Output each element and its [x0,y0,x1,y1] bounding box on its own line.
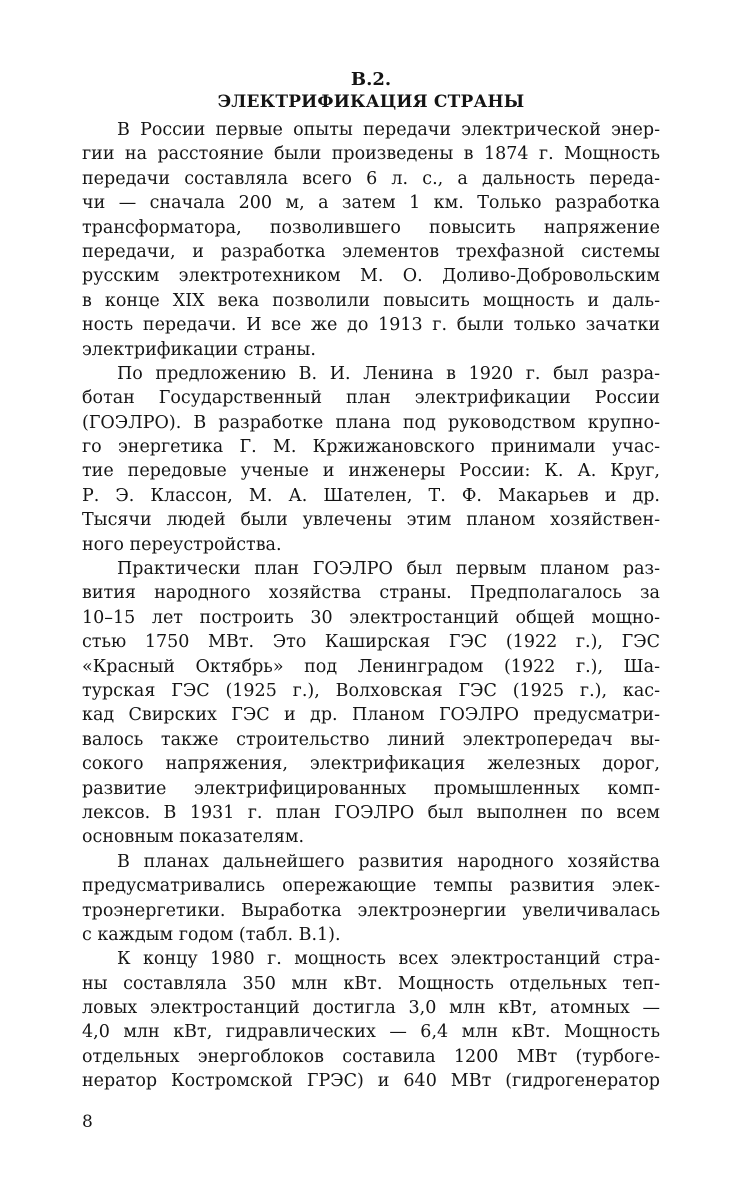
text-line: 10–15 лет построить 30 электростанций общей мощно- [82,607,660,628]
text-line: лексов. В 1931 г. план ГОЭЛРО был выполнен по всем [82,802,660,823]
text-line: стью 1750 МВт. Это Каширская ГЭС (1922 г.), ГЭС [82,632,660,653]
text-line: сокого напряжения, электрификация железных дорог, [82,754,660,775]
text-line: ботан Государственный план электрификации России [82,388,660,409]
text-line: в конце XIX века позволили повысить мощность и даль- [82,290,660,311]
text-line: кад Свирских ГЭС и др. Планом ГОЭЛРО предусматри- [82,705,660,726]
text-line: турская ГЭС (1925 г.), Волховская ГЭС (1925 г.), кас- [82,680,660,701]
paragraph [82,947,660,1093]
text-line: трансформатора, позволившего повысить напряжение [82,217,660,238]
text-line: 4,0 млн кВт, гидравлических — 6,4 млн кВт. Мощность [82,1022,660,1043]
paragraph [82,850,660,948]
paragraph [82,557,660,850]
text-line: ного переустройства. [82,534,282,555]
page-body [82,70,660,1094]
text-line: го энергетика Г. М. Кржижановского принимали учас- [82,437,660,458]
text-line: В России первые опыты передачи электрической энер- [117,120,660,140]
paragraphs [82,118,660,1094]
text-line: электрификации страны. [82,339,316,360]
section-title: ЭЛЕКТРИФИКАЦИЯ СТРАНЫ [217,92,525,112]
text-line: валось также строительство линий электропередач вы- [82,729,660,750]
text-line: гии на расстояние были произведены в 1874 г. Мощность [82,144,660,165]
text-line: К концу 1980 г. мощность всех электростанций стра- [117,949,660,970]
text-line: передачи, и разработка элементов трехфазной системы [82,241,660,262]
text-line: отдельных энергоблоков составила 1200 МВт (турбоге- [82,1046,660,1067]
text-line: «Красный Октябрь» под Ленинградом (1922 г.), Ша- [82,656,660,677]
text-line: ны составляла 350 млн кВт. Мощность отдельных теп- [82,973,660,994]
text-line: с каждым годом (табл. В.1). [82,924,341,945]
text-line: чи — сначала 200 м, а затем 1 км. Только разработка [82,193,660,214]
text-line: вития народного хозяйства страны. Предполагалось за [82,583,660,604]
text-line: Практически план ГОЭЛРО был первым планом раз- [117,559,660,580]
text-line: ность передачи. И все же до 1913 г. были только зачатки [82,315,660,336]
text-line: предусматривались опережающие темпы развития элек- [82,876,660,897]
page-number: 8 [82,1112,93,1132]
paragraph [82,362,660,557]
section-number: В.2. [350,69,392,90]
text-line: троэнергетики. Выработка электроэнергии увеличивалась [82,900,660,921]
text-line: передачи составляла всего 6 л. с., а дальность переда- [82,168,660,189]
text-line: (ГОЭЛРО). В разработке плана под руководством крупно- [82,412,660,433]
text-line: Р. Э. Классон, М. А. Шателен, Т. Ф. Макарьев и др. [82,485,660,506]
text-line: нератор Костромской ГРЭС) и 640 МВт (гидрогенератор [82,1071,660,1092]
text-line: В планах дальнейшего развития народного хозяйства [117,851,660,872]
text-line: Тысячи людей были увлечены этим планом хозяйствен- [82,510,660,531]
text-line: русским электротехником М. О. Доливо-Добровольским [82,266,660,287]
paragraph [82,118,660,362]
text-line: основным показателям. [82,827,305,848]
text-line: ловых электростанций достигла 3,0 млн кВт, атомных — [82,998,660,1019]
text-line: развитие электрифицированных промышленных комп- [82,778,660,799]
text-line: тие передовые ученые и инженеры России: К. А. Круг, [82,461,660,482]
text-line: По предложению В. И. Ленина в 1920 г. был разра- [117,363,660,384]
